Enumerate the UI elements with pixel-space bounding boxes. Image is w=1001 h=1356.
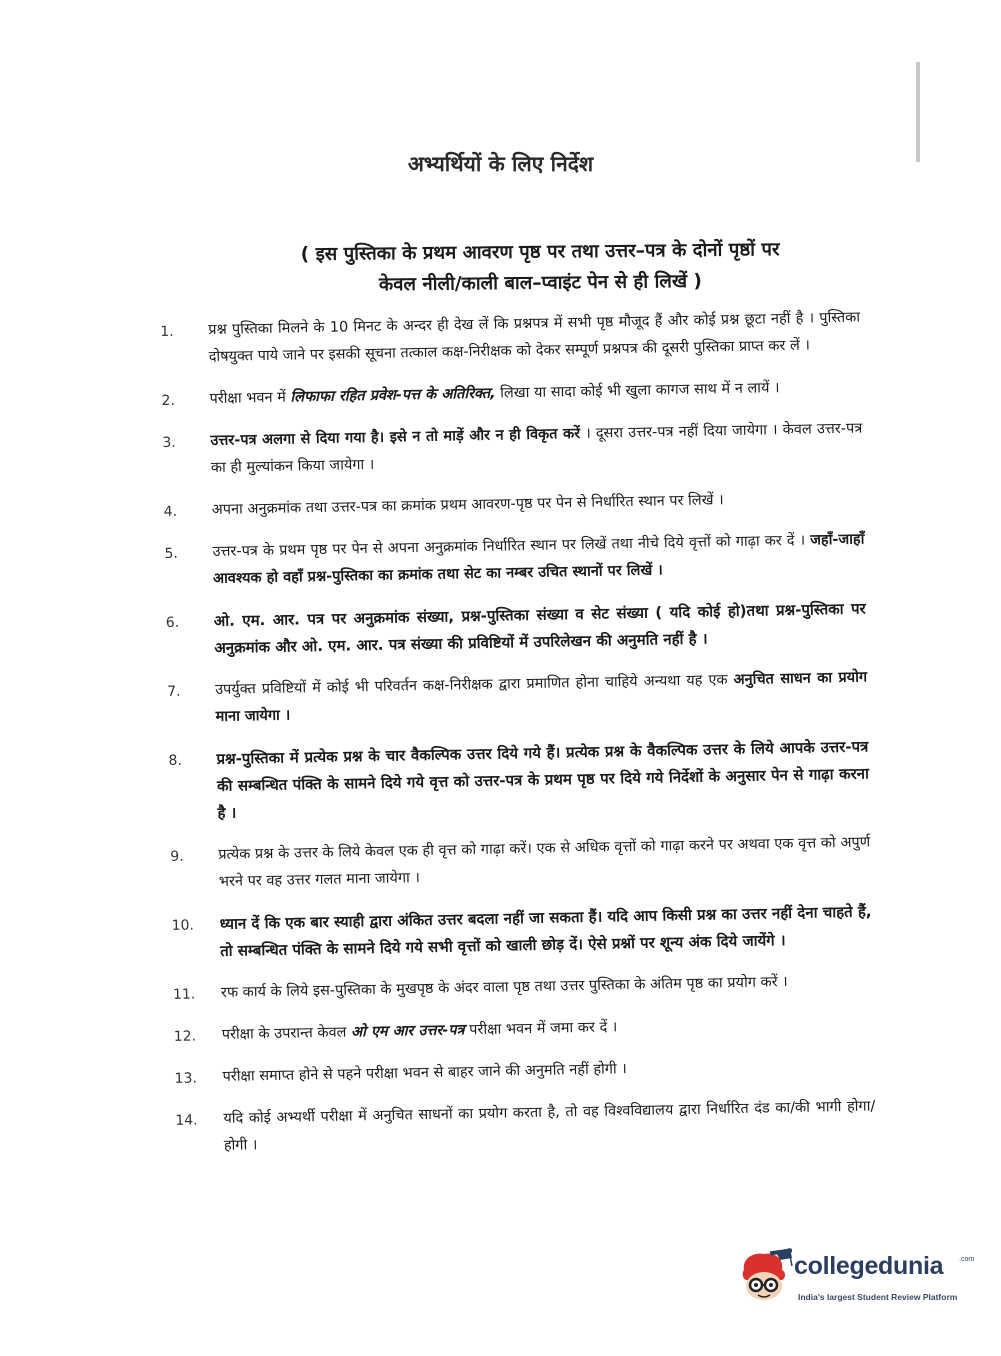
- mascot-icon: [740, 1248, 794, 1304]
- instruction-number: 7.: [167, 683, 181, 700]
- page-title: अभ्यर्थियों के लिए निर्देश: [407, 152, 594, 176]
- instruction-text-part: परीक्षा भवन में जमा कर दें ।: [464, 1019, 618, 1039]
- instruction-text: प्रश्न पुस्तिका मिलने के 10 मिनट के अन्दर ही देख लें कि प्रश्नपत्र में सभी पृष्ठ मौजूद हैं और कोई प्रश्न छूटा नहीं है । पुस्तिका दोषयुक्त पाये जाने पर इसकी सूचना तत्काल कक्ष-निरीक्षक को देकर सम्पूर्ण प्रश्नपत्र की दूसरी पुस्तिका प्राप्त कर लें ।: [208, 309, 861, 366]
- brand-tagline: India's largest Student Review Platform: [798, 1292, 958, 1302]
- instruction-text-part: लिखा या सादा कोई भी खुला कागज साथ में न लायें ।: [495, 380, 780, 402]
- instruction-text: ओ. एम. आर. पत्र पर अनुक्रमांक संख्या, प्रश्न-पुस्तिका संख्या व सेट संख्या ( यदि कोई हो)तथा प्रश्न-पुस्तिका पर अनुक्रमांक और ओ. एम. आर. पत्र संख्या की प्रविष्टियों में उपरिलेखन की अनुमति नहीं है ।: [213, 599, 866, 658]
- instruction-item: [174, 1009, 874, 1049]
- instruction-number: 11.: [172, 986, 196, 1003]
- subtitle-line-1: ( इस पुस्तिका के प्रथम आवरण पृष्ठ पर तथा उत्तर–पत्र के दोनों पृष्ठों पर: [300, 239, 780, 266]
- instruction-item: [173, 967, 873, 1007]
- instruction-number: 10.: [171, 917, 195, 934]
- page-subtitle: [220, 233, 861, 302]
- instruction-text: [215, 664, 868, 731]
- instruction-number: 13.: [174, 1070, 198, 1087]
- instruction-text-part: । दूसरा उत्तर-पत्र नहीं दिया जायेगा । केवल उत्तर-पत्र का ही मुल्यांकन किया जायेगा ।: [210, 420, 863, 477]
- instruction-emphasis: अनुचित साधन का प्रयोग माना जायेगा ।: [215, 669, 868, 726]
- instruction-text-part: परीक्षा भवन में: [209, 389, 291, 408]
- instruction-number: 9.: [170, 848, 184, 865]
- instruction-text-part: उपर्युक्त प्रविष्टियों में कोई भी परिवर्तन कक्ष-निरीक्षक द्वारा प्रमाणित होना चाहिये अन्यथा यह एक: [214, 672, 734, 699]
- instruction-item: [160, 305, 861, 372]
- instruction-item: [174, 1051, 874, 1091]
- instruction-text: परीक्षा समाप्त होने से पहने परीक्षा भवन से बाहर जाने की अनुमति नहीं होगी ।: [222, 1061, 628, 1085]
- scan-margin-mark: [916, 62, 920, 162]
- instruction-text: [209, 374, 861, 414]
- brand-domain-suffix: .com: [959, 1256, 975, 1263]
- instruction-number: 5.: [164, 545, 179, 562]
- instruction-text: ध्यान दें कि एक बार स्याही द्वारा अंकित उत्तर बदला नहीं जा सकता हैं। यदि आप किसी प्रश्न का उत्तर नहीं देना चाहते हैं, तो सम्बन्धित पंक्ति के सामने दिये गये सभी वृत्तों को खाली छोड़ दें। ऐसे प्रश्नों पर शून्य अंक दिये जायेंगे ।: [219, 902, 872, 960]
- instruction-item: [171, 898, 872, 965]
- instruction-item: [164, 527, 865, 594]
- instruction-item: [170, 829, 871, 896]
- instruction-text: प्रश्न-पुस्तिका में प्रत्येक प्रश्न के चार वैकल्पिक उत्तर दिये गये हैं। प्रत्येक प्रश्न के वैकल्पिक उत्तर के लिये आपके उत्तर-पत्र की सम्बन्धित पंक्ति के सामने दिये गये वृत्त को उत्तर-पत्र के प्रथम पृष्ठ पर दिये गये निर्देशों के अनुसार पेन से गाढ़ा करना है ।: [216, 737, 870, 822]
- instruction-item: [161, 374, 861, 414]
- instruction-number: 4.: [163, 503, 178, 520]
- collegedunia-watermark: [740, 1248, 980, 1320]
- instruction-item: [168, 733, 869, 827]
- instruction-number: 6.: [165, 614, 180, 631]
- instruction-emphasis: उत्तर-पत्र अलगा से दिया गया है। इसे न तो माड़ें और न ही विकृत करें: [210, 425, 581, 450]
- instruction-text: [222, 1009, 874, 1049]
- instruction-text-part: उत्तर-पत्र के प्रथम पृष्ठ पर पेन से अपना अनुक्रमांक निर्धारित स्थान पर लिखें तथा नीचे दिये वृत्तों को गाढ़ा कर दें ।: [212, 532, 811, 561]
- brand-name: collegedunia: [794, 1252, 944, 1280]
- instruction-item: [166, 596, 867, 663]
- instruction-emphasis: जहाँ-जाहाँ आवश्यक हो वहाँ प्रश्न-पुस्तिका का क्रमांक तथा सेट का नम्बर उचित स्थानों पर लिखें ।: [212, 531, 865, 588]
- instruction-number: 2.: [161, 392, 176, 409]
- instruction-item: [163, 485, 863, 525]
- subtitle-line-2: केवल नीली/काली बाल–प्वाइंट पेन से ही लिखें ): [378, 270, 703, 296]
- instruction-text-part: परीक्षा के उपरान्त केवल: [221, 1024, 352, 1043]
- instruction-number: 14.: [175, 1112, 198, 1129]
- instruction-number: 8.: [168, 752, 183, 769]
- instruction-number: 3.: [162, 434, 176, 451]
- instruction-text: प्रत्येक प्रश्न के उत्तर के लिये केवल एक ही वृत्त को गाढ़ा करें। एक से अधिक वृत्तों को गाढ़ा करने पर अथवा एक वृत्त को अपुर्ण भरने पर वह उत्तर गलत माना जायेगा ।: [218, 834, 871, 890]
- instruction-emphasis: ओ एम आर उत्तर-पत्र: [350, 1022, 465, 1041]
- instruction-item: [162, 416, 863, 483]
- instruction-text: अपना अनुक्रमांक तथा उत्तर-पत्र का क्रमांक प्रथम आवरण-पृष्ठ पर पेन से निर्धारित स्थान पर लिखें ।: [211, 492, 724, 519]
- instruction-list: [160, 305, 876, 1176]
- instruction-item: [175, 1093, 876, 1160]
- instruction-number: 12.: [173, 1028, 197, 1045]
- instruction-text: [212, 527, 865, 594]
- instruction-emphasis: लिफाफा रहित प्रवेश-पत्त के अतिरिक्त,: [290, 385, 496, 406]
- instruction-text: यदि कोई अभ्यर्थी परीक्षा में अनुचित साधनों का प्रयोग करता है, तो वह विश्वविद्यालय द्वारा निर्धारित दंड का/की भागी होगा/होगी ।: [223, 1098, 876, 1154]
- instruction-text: रफ कार्य के लिये इस-पुस्तिका के मुखपृष्ठ के अंदर वाला पृष्ठ तथा उत्तर पुस्तिका के अंतिम पृष्ठ का प्रयोग करें ।: [220, 974, 788, 1001]
- instruction-item: [167, 664, 868, 731]
- instruction-number: 1.: [160, 323, 174, 340]
- instruction-text: [210, 416, 863, 483]
